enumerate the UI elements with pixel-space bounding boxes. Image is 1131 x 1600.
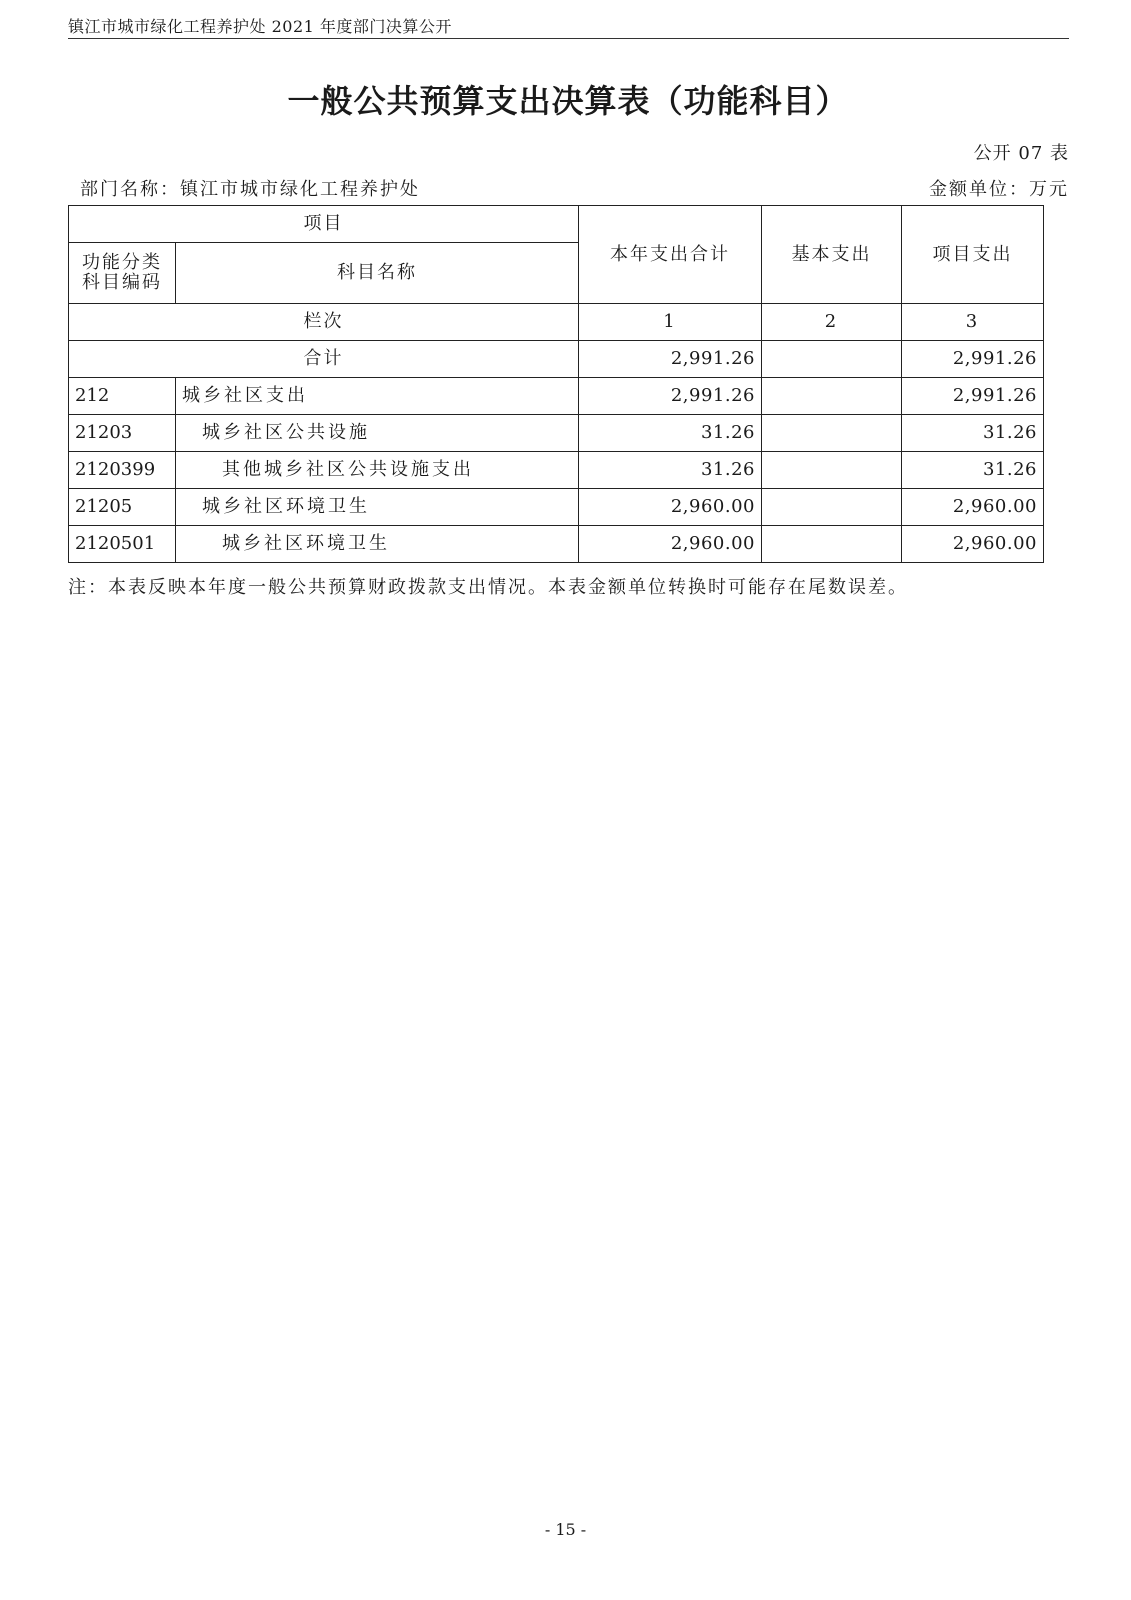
row-name: 城乡社区支出 — [176, 378, 579, 415]
table-row — [69, 415, 1044, 452]
total-total: 2,991.26 — [579, 341, 762, 378]
total-basic — [762, 341, 902, 378]
header-basic: 基本支出 — [762, 206, 902, 304]
row-basic — [762, 452, 902, 489]
row-name: 城乡社区公共设施 — [176, 415, 579, 452]
table-row — [69, 378, 1044, 415]
row-basic — [762, 526, 902, 563]
table-row — [69, 526, 1044, 563]
header-code-line2: 科目编码 — [82, 272, 162, 293]
header-project: 项目支出 — [902, 206, 1044, 304]
total-project: 2,991.26 — [902, 341, 1044, 378]
row-project: 2,960.00 — [902, 489, 1044, 526]
department-name: 部门名称：镇江市城市绿化工程养护处 — [80, 179, 420, 200]
row-total: 31.26 — [579, 452, 762, 489]
row-total: 2,960.00 — [579, 489, 762, 526]
table-row — [69, 452, 1044, 489]
header-divider — [68, 38, 1069, 39]
page-number: - 15 - — [544, 1520, 587, 1539]
index-label: 栏次 — [69, 304, 579, 341]
index-3: 3 — [902, 304, 1044, 341]
row-basic — [762, 378, 902, 415]
amount-unit: 金额单位：万元 — [929, 179, 1069, 200]
header-code — [69, 243, 176, 304]
index-row — [69, 304, 1044, 341]
index-2: 2 — [762, 304, 902, 341]
row-code: 212 — [69, 378, 176, 415]
row-code: 2120501 — [69, 526, 176, 563]
total-label: 合计 — [69, 341, 579, 378]
row-total: 31.26 — [579, 415, 762, 452]
row-project: 31.26 — [902, 415, 1044, 452]
row-project: 2,960.00 — [902, 526, 1044, 563]
row-code: 21205 — [69, 489, 176, 526]
row-basic — [762, 489, 902, 526]
table-code: 公开 07 表 — [973, 143, 1069, 164]
table-row — [69, 489, 1044, 526]
footnote: 注：本表反映本年度一般公共预算财政拨款支出情况。本表金额单位转换时可能存在尾数误差。 — [68, 577, 908, 598]
header-name: 科目名称 — [176, 243, 579, 304]
running-header: 镇江市城市绿化工程养护处 2021 年度部门决算公开 — [68, 17, 452, 36]
header-total: 本年支出合计 — [579, 206, 762, 304]
row-name: 城乡社区环境卫生 — [176, 526, 579, 563]
row-basic — [762, 415, 902, 452]
header-item: 项目 — [69, 206, 579, 243]
row-project: 2,991.26 — [902, 378, 1044, 415]
total-row — [69, 341, 1044, 378]
row-total: 2,960.00 — [579, 526, 762, 563]
index-1: 1 — [579, 304, 762, 341]
row-name: 城乡社区环境卫生 — [176, 489, 579, 526]
header-code-line1: 功能分类 — [82, 252, 162, 273]
header-row-1 — [69, 206, 1044, 243]
budget-table — [68, 205, 1044, 563]
row-code: 21203 — [69, 415, 176, 452]
page-title: 一般公共预算支出决算表（功能科目） — [287, 82, 849, 120]
row-name: 其他城乡社区公共设施支出 — [176, 452, 579, 489]
row-code: 2120399 — [69, 452, 176, 489]
row-total: 2,991.26 — [579, 378, 762, 415]
row-project: 31.26 — [902, 452, 1044, 489]
